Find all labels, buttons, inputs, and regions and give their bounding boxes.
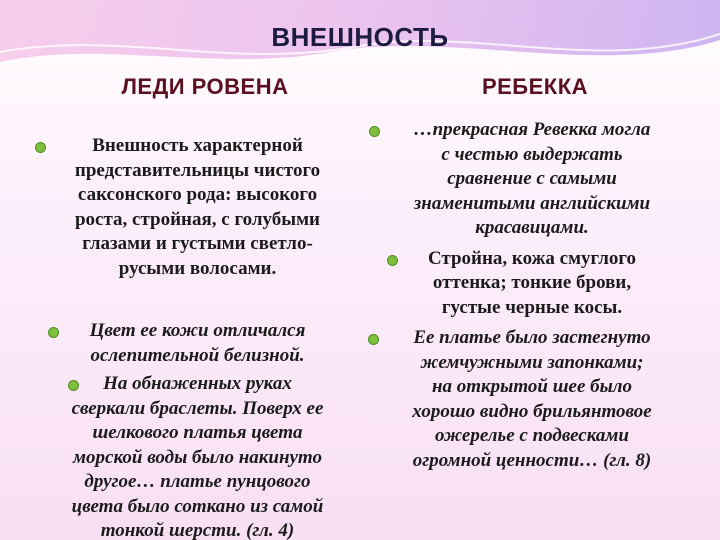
- left-paragraph-1: [30, 134, 365, 281]
- text-line: представительницы чистого: [74, 159, 321, 181]
- text-line: Внешность характерной: [92, 135, 303, 156]
- text-line: знаменитыми английскими: [413, 192, 651, 214]
- text-line: Цвет ее кожи отличался: [89, 320, 306, 341]
- left-column: [30, 134, 365, 540]
- right-paragraph-3: [362, 326, 702, 473]
- text-line: сравнение с самыми: [447, 168, 617, 189]
- bullet-icon: [368, 334, 379, 345]
- text-line: шелкового платья цвета: [92, 422, 303, 443]
- bullet-icon: [35, 142, 46, 153]
- text-line: глазами и густыми светло-: [82, 233, 313, 254]
- text-line: морской воды было накинуто: [73, 446, 322, 468]
- text-line: огромной ценности… (гл. 8): [412, 449, 652, 471]
- text-line: русыми волосами.: [118, 257, 277, 279]
- left-paragraph-3: [30, 372, 365, 540]
- text-line: цвета было соткано из самой: [71, 495, 324, 517]
- text-line: густые черные косы.: [441, 296, 623, 318]
- slide-title: ВНЕШНОСТЬ: [271, 22, 449, 52]
- text-line: Ее платье было застегнуто: [413, 327, 651, 348]
- bullet-icon: [387, 255, 398, 266]
- bullet-icon: [369, 126, 380, 137]
- text-line: хорошо видно брильянтовое: [412, 400, 652, 422]
- text-line: оттенка; тонкие брови,: [432, 272, 632, 293]
- right-paragraph-2: [362, 247, 702, 321]
- text-line: на открытой шее было: [431, 376, 633, 397]
- text-line: другое… платье пунцового: [84, 471, 311, 492]
- text-line: саксонского рода: высокого: [77, 184, 318, 205]
- bullet-icon: [68, 380, 79, 391]
- right-column-heading: РЕБЕККА: [481, 74, 589, 99]
- text-line: тонкой шерсти. (гл. 4): [100, 520, 295, 540]
- bullet-icon: [48, 327, 59, 338]
- text-line: Стройна, кожа смуглого: [427, 247, 637, 269]
- text-line: с честью выдержать: [441, 143, 623, 165]
- text-line: На обнаженных руках: [103, 373, 292, 394]
- right-paragraph-1: [362, 118, 702, 241]
- text-line: сверкали браслеты. Поверх ее: [71, 397, 324, 419]
- left-column-heading: ЛЕДИ РОВЕНА: [121, 74, 289, 99]
- right-column: [362, 118, 702, 473]
- text-line: …прекрасная Ревекка могла: [413, 119, 651, 140]
- text-line: красавицами.: [475, 217, 589, 238]
- left-paragraph-2: [30, 319, 365, 368]
- text-line: ожерелье с подвесками: [435, 425, 629, 446]
- text-line: ослепительной белизной.: [90, 344, 305, 366]
- text-line: роста, стройная, с голубыми: [74, 208, 321, 230]
- text-line: жемчужными запонками;: [420, 351, 644, 373]
